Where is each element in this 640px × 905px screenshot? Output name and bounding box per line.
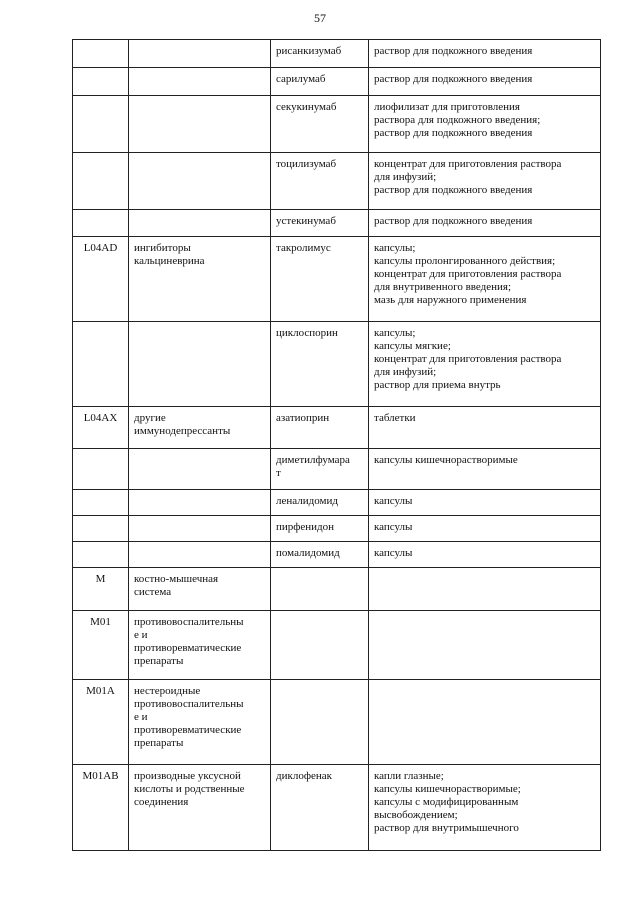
dosage-form-cell: таблетки xyxy=(369,407,601,449)
table-row xyxy=(73,449,601,490)
group-name-cell xyxy=(129,153,271,210)
table-row xyxy=(73,322,601,407)
group-name-cell: противовоспалительны е и противоревматические препараты xyxy=(129,611,271,680)
atc-code-cell: M xyxy=(73,568,129,611)
atc-code-cell xyxy=(73,322,129,407)
atc-code-cell: M01 xyxy=(73,611,129,680)
drug-name-cell: секукинумаб xyxy=(271,96,369,153)
table-row xyxy=(73,542,601,568)
group-name-cell xyxy=(129,96,271,153)
drug-name-cell: азатиоприн xyxy=(271,407,369,449)
drug-table xyxy=(72,39,601,851)
group-name-cell xyxy=(129,449,271,490)
drug-name-cell: устекинумаб xyxy=(271,210,369,237)
drug-name-cell: помалидомид xyxy=(271,542,369,568)
dosage-form-cell: капсулы; капсулы пролонгированного действия; концентрат для приготовления раствора для внутривенного введения; мазь для наружного применения xyxy=(369,237,601,322)
atc-code-cell xyxy=(73,490,129,516)
drug-name-cell: рисанкизумаб xyxy=(271,40,369,68)
atc-code-cell: L04AD xyxy=(73,237,129,322)
atc-code-cell xyxy=(73,210,129,237)
drug-name-cell: тоцилизумаб xyxy=(271,153,369,210)
dosage-form-cell: раствор для подкожного введения xyxy=(369,68,601,96)
table-row xyxy=(73,765,601,851)
group-name-cell xyxy=(129,210,271,237)
page-number: 57 xyxy=(314,11,326,25)
drug-table-body xyxy=(73,40,601,851)
atc-code-cell xyxy=(73,68,129,96)
dosage-form-cell: раствор для подкожного введения xyxy=(369,210,601,237)
drug-name-cell: диметилфумара т xyxy=(271,449,369,490)
group-name-cell: производные уксусной кислоты и родственные соединения xyxy=(129,765,271,851)
drug-name-cell xyxy=(271,568,369,611)
table-row xyxy=(73,68,601,96)
table-row xyxy=(73,210,601,237)
group-name-cell xyxy=(129,322,271,407)
atc-code-cell: M01A xyxy=(73,680,129,765)
atc-code-cell: M01AB xyxy=(73,765,129,851)
atc-code-cell xyxy=(73,516,129,542)
drug-name-cell: пирфенидон xyxy=(271,516,369,542)
drug-name-cell: леналидомид xyxy=(271,490,369,516)
atc-code-cell xyxy=(73,153,129,210)
table-row xyxy=(73,568,601,611)
drug-name-cell xyxy=(271,680,369,765)
group-name-cell: ингибиторы кальциневрина xyxy=(129,237,271,322)
atc-code-cell xyxy=(73,542,129,568)
group-name-cell: нестероидные противовоспалительны е и противоревматические препараты xyxy=(129,680,271,765)
dosage-form-cell: лиофилизат для приготовления раствора для подкожного введения; раствор для подкожного введения xyxy=(369,96,601,153)
dosage-form-cell xyxy=(369,568,601,611)
table-row xyxy=(73,611,601,680)
group-name-cell xyxy=(129,542,271,568)
group-name-cell: костно-мышечная система xyxy=(129,568,271,611)
dosage-form-cell xyxy=(369,611,601,680)
drug-name-cell: сарилумаб xyxy=(271,68,369,96)
drug-name-cell: циклоспорин xyxy=(271,322,369,407)
table-row xyxy=(73,237,601,322)
dosage-form-cell: капли глазные; капсулы кишечнорастворимые; капсулы с модифицированным высвобождением; раствор для внутримышечного xyxy=(369,765,601,851)
dosage-form-cell: концентрат для приготовления раствора для инфузий; раствор для подкожного введения xyxy=(369,153,601,210)
drug-name-cell: такролимус xyxy=(271,237,369,322)
table-row xyxy=(73,96,601,153)
dosage-form-cell xyxy=(369,680,601,765)
dosage-form-cell: капсулы кишечнорастворимые xyxy=(369,449,601,490)
group-name-cell xyxy=(129,68,271,96)
table-row xyxy=(73,40,601,68)
atc-code-cell xyxy=(73,40,129,68)
table-row xyxy=(73,516,601,542)
table-row xyxy=(73,680,601,765)
atc-code-cell xyxy=(73,96,129,153)
atc-code-cell xyxy=(73,449,129,490)
table-row xyxy=(73,407,601,449)
group-name-cell xyxy=(129,40,271,68)
table-row xyxy=(73,153,601,210)
table-row xyxy=(73,490,601,516)
drug-name-cell: диклофенак xyxy=(271,765,369,851)
group-name-cell: другие иммунодепрессанты xyxy=(129,407,271,449)
dosage-form-cell: раствор для подкожного введения xyxy=(369,40,601,68)
group-name-cell xyxy=(129,516,271,542)
dosage-form-cell: капсулы xyxy=(369,516,601,542)
dosage-form-cell: капсулы; капсулы мягкие; концентрат для приготовления раствора для инфузий; раствор для приема внутрь xyxy=(369,322,601,407)
atc-code-cell: L04AX xyxy=(73,407,129,449)
dosage-form-cell: капсулы xyxy=(369,490,601,516)
group-name-cell xyxy=(129,490,271,516)
drug-name-cell xyxy=(271,611,369,680)
dosage-form-cell: капсулы xyxy=(369,542,601,568)
